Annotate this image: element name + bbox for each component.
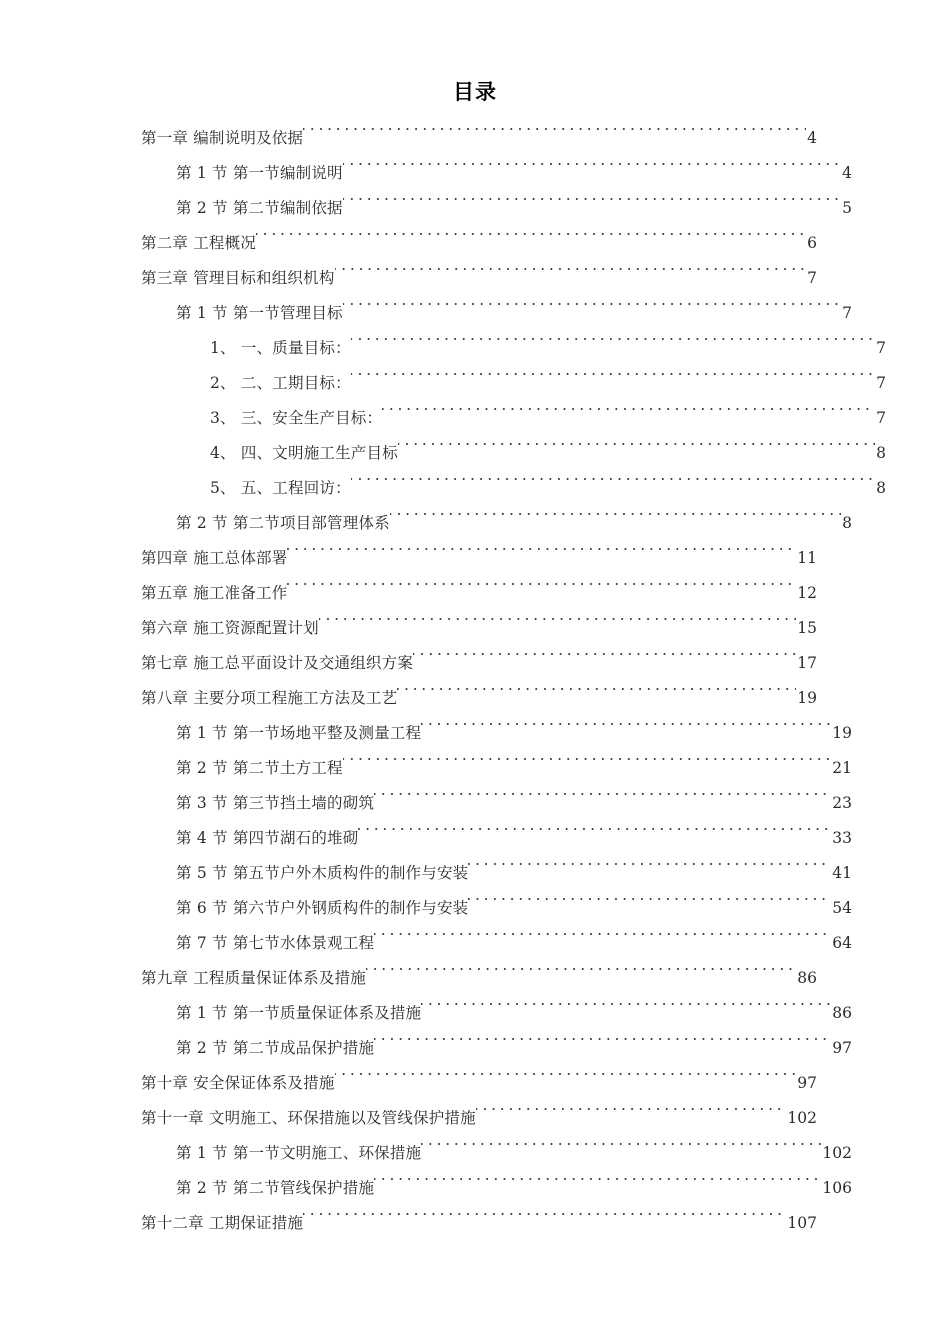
toc-entry-page-number: 7 (876, 374, 886, 392)
toc-entry-label: 第九章 工程质量保证体系及措施 (141, 969, 366, 987)
dot-leader (366, 968, 796, 984)
toc-entry-label: 第 1 节 第一节场地平整及测量工程 (176, 724, 422, 742)
toc-entry[interactable] (141, 961, 817, 996)
toc-entry-label: 第七章 施工总平面设计及交通组织方案 (141, 654, 414, 672)
dot-leader (390, 513, 841, 529)
toc-entry-page-number: 5 (842, 199, 852, 217)
toc-entry[interactable] (141, 331, 886, 366)
toc-entry-label: 第 6 节 第六节户外钢质构件的制作与安装 (176, 899, 469, 917)
toc-entry-page-number: 107 (787, 1214, 817, 1232)
dot-leader (256, 233, 806, 249)
toc-entry-page-number: 17 (797, 654, 817, 672)
dot-leader (413, 653, 796, 669)
toc-entry-page-number: 19 (797, 689, 817, 707)
toc-entry-page-number: 41 (832, 864, 852, 882)
toc-entry-page-number: 7 (876, 409, 886, 427)
toc-entry-label: 第十章 安全保证体系及措施 (141, 1074, 335, 1092)
toc-entry[interactable] (141, 1066, 817, 1101)
toc-entry[interactable] (141, 681, 817, 716)
toc-entry-page-number: 64 (832, 934, 852, 952)
toc-entry[interactable] (141, 401, 886, 436)
dot-leader (398, 443, 875, 459)
dot-leader (303, 1213, 786, 1229)
toc-entry-label: 第 1 节 第一节管理目标 (176, 304, 343, 322)
toc-entry-page-number: 4 (842, 164, 852, 182)
toc-entry-label: 第 5 节 第五节户外木质构件的制作与安装 (176, 864, 469, 882)
toc-entry-page-number: 106 (822, 1179, 852, 1197)
dot-leader (374, 933, 831, 949)
toc-entry-label: 第五章 施工准备工作 (141, 584, 288, 602)
toc-entry-page-number: 7 (876, 339, 886, 357)
toc-entry-label: 第十一章 文明施工、环保措施以及管线保护措施 (141, 1109, 476, 1127)
toc-entry-page-number: 8 (876, 444, 886, 462)
toc-entry[interactable] (141, 436, 886, 471)
dot-leader (374, 793, 831, 809)
toc-entry-label: 第 1 节 第一节质量保证体系及措施 (176, 1004, 422, 1022)
dot-leader (421, 1003, 831, 1019)
toc-entry-page-number: 19 (832, 724, 852, 742)
table-of-contents (0, 121, 950, 1241)
toc-entry-page-number: 102 (787, 1109, 817, 1127)
toc-entry[interactable] (141, 751, 852, 786)
toc-entry[interactable] (141, 366, 886, 401)
toc-entry-label: 第八章 主要分项工程施工方法及工艺 (141, 689, 398, 707)
toc-entry[interactable] (141, 856, 852, 891)
toc-entry-label: 4、 四、文明施工生产目标 (210, 444, 398, 462)
dot-leader (335, 1073, 797, 1089)
toc-entry[interactable] (141, 821, 852, 856)
toc-entry[interactable] (141, 576, 817, 611)
toc-entry-label: 1、 一、质量目标： (210, 339, 351, 357)
toc-entry-page-number: 7 (807, 269, 817, 287)
toc-entry-label: 第二章 工程概况 (141, 234, 257, 252)
toc-entry[interactable] (141, 1136, 852, 1171)
page-title: 目录 (453, 79, 497, 104)
toc-entry-label: 第 1 节 第一节文明施工、环保措施 (176, 1144, 422, 1162)
toc-entry-page-number: 86 (832, 1004, 852, 1022)
toc-entry[interactable] (141, 1031, 852, 1066)
toc-entry-label: 第一章 编制说明及依据 (141, 129, 304, 147)
toc-entry-page-number: 8 (842, 514, 852, 532)
toc-entry-label: 第 3 节 第三节挡土墙的砌筑 (176, 794, 375, 812)
toc-entry-label: 第三章 管理目标和组织机构 (141, 269, 335, 287)
toc-entry[interactable] (141, 786, 852, 821)
toc-entry-label: 第 2 节 第二节项目部管理体系 (176, 514, 390, 532)
toc-entry[interactable] (141, 261, 817, 296)
toc-entry-label: 第 2 节 第二节编制依据 (176, 199, 343, 217)
dot-leader (303, 128, 806, 144)
toc-entry[interactable] (141, 121, 817, 156)
toc-entry[interactable] (141, 506, 852, 541)
toc-entry-page-number: 23 (832, 794, 852, 812)
toc-entry-page-number: 102 (822, 1144, 852, 1162)
toc-entry-page-number: 54 (832, 899, 852, 917)
toc-entry-label: 第十二章 工期保证措施 (141, 1214, 304, 1232)
dot-leader (343, 163, 841, 179)
toc-entry[interactable] (141, 541, 817, 576)
toc-entry-page-number: 97 (797, 1074, 817, 1092)
toc-entry[interactable] (141, 226, 817, 261)
toc-entry-label: 第 2 节 第二节土方工程 (176, 759, 343, 777)
dot-leader (476, 1108, 787, 1124)
toc-entry[interactable] (141, 926, 852, 961)
toc-entry-label: 第 4 节 第四节湖石的堆砌 (176, 829, 359, 847)
dot-leader (421, 723, 831, 739)
toc-entry-label: 第 2 节 第二节管线保护措施 (176, 1179, 375, 1197)
dot-leader (374, 1038, 831, 1054)
toc-entry-page-number: 6 (807, 234, 817, 252)
dot-leader (343, 303, 841, 319)
dot-leader (421, 1143, 821, 1159)
toc-entry-page-number: 15 (797, 619, 817, 637)
toc-entry[interactable] (141, 156, 852, 191)
toc-entry-label: 第 2 节 第二节成品保护措施 (176, 1039, 375, 1057)
toc-entry-label: 第六章 施工资源配置计划 (141, 619, 319, 637)
dot-leader (287, 583, 796, 599)
toc-entry-page-number: 97 (832, 1039, 852, 1057)
toc-entry[interactable] (141, 471, 886, 506)
toc-entry[interactable] (141, 1101, 817, 1136)
toc-entry-label: 第 1 节 第一节编制说明 (176, 164, 343, 182)
dot-leader (343, 758, 832, 774)
toc-entry[interactable] (141, 891, 852, 926)
dot-leader (351, 478, 875, 494)
toc-entry[interactable] (141, 191, 852, 226)
dot-leader (374, 1178, 821, 1194)
toc-entry-page-number: 7 (842, 304, 852, 322)
toc-entry-page-number: 33 (832, 829, 852, 847)
dot-leader (468, 863, 831, 879)
dot-leader (287, 548, 796, 564)
toc-entry-page-number: 8 (876, 479, 886, 497)
toc-entry[interactable] (141, 716, 852, 751)
dot-leader (319, 618, 796, 634)
toc-entry[interactable] (141, 646, 817, 681)
toc-entry-page-number: 12 (797, 584, 817, 602)
toc-entry-page-number: 4 (807, 129, 817, 147)
dot-leader (397, 688, 796, 704)
toc-entry[interactable] (141, 1171, 852, 1206)
toc-entry[interactable] (141, 1206, 817, 1241)
toc-entry-label: 5、 五、工程回访： (210, 479, 351, 497)
dot-leader (358, 828, 831, 844)
dot-leader (343, 198, 841, 214)
toc-entry-page-number: 21 (832, 759, 852, 777)
toc-entry-label: 第四章 施工总体部署 (141, 549, 288, 567)
dot-leader (468, 898, 831, 914)
toc-entry[interactable] (141, 611, 817, 646)
toc-entry-page-number: 11 (797, 549, 817, 567)
toc-entry-page-number: 86 (797, 969, 817, 987)
dot-leader (382, 408, 875, 424)
toc-entry[interactable] (141, 996, 852, 1031)
toc-entry[interactable] (141, 296, 852, 331)
dot-leader (351, 373, 875, 389)
dot-leader (335, 268, 806, 284)
toc-entry-label: 2、 二、工期目标： (210, 374, 351, 392)
dot-leader (351, 338, 875, 354)
toc-entry-label: 3、 三、安全生产目标： (210, 409, 383, 427)
toc-entry-label: 第 7 节 第七节水体景观工程 (176, 934, 375, 952)
